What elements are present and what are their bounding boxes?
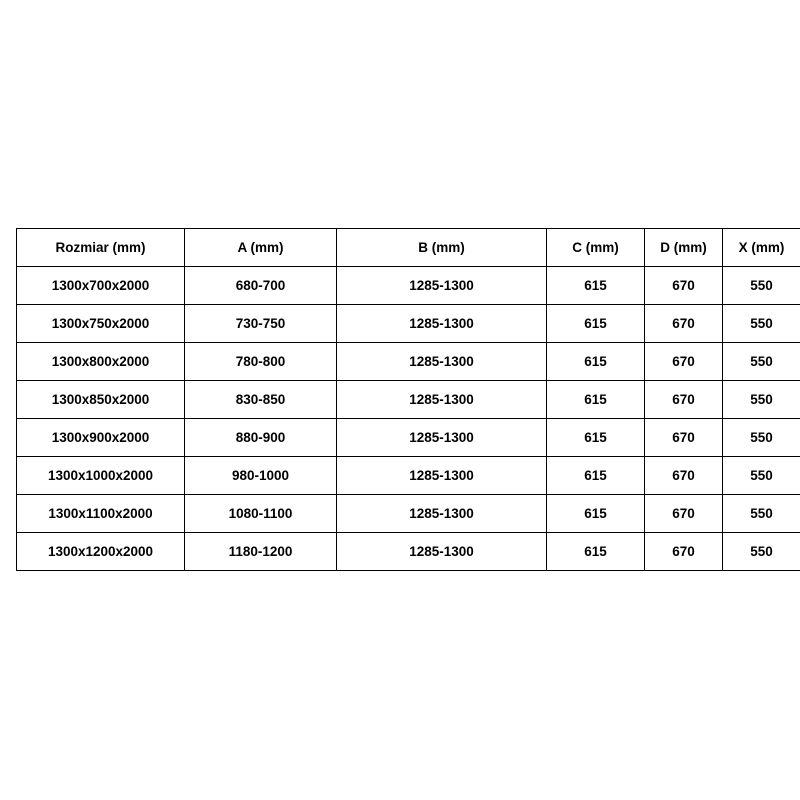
table-header-row	[17, 229, 800, 267]
cell-size: 1300x900x2000	[17, 419, 185, 457]
spec-table-container	[16, 228, 784, 571]
cell-a: 980-1000	[185, 457, 337, 495]
cell-x: 550	[723, 343, 800, 381]
cell-d: 670	[645, 533, 723, 571]
column-header-c: C (mm)	[547, 229, 645, 267]
cell-c: 615	[547, 267, 645, 305]
cell-size: 1300x700x2000	[17, 267, 185, 305]
cell-b: 1285-1300	[337, 267, 547, 305]
cell-c: 615	[547, 533, 645, 571]
cell-a: 680-700	[185, 267, 337, 305]
column-header-a: A (mm)	[185, 229, 337, 267]
cell-b: 1285-1300	[337, 533, 547, 571]
cell-b: 1285-1300	[337, 457, 547, 495]
cell-a: 880-900	[185, 419, 337, 457]
cell-c: 615	[547, 419, 645, 457]
cell-a: 780-800	[185, 343, 337, 381]
table-row	[17, 495, 800, 533]
cell-x: 550	[723, 381, 800, 419]
cell-c: 615	[547, 495, 645, 533]
cell-c: 615	[547, 343, 645, 381]
cell-a: 730-750	[185, 305, 337, 343]
table-row	[17, 343, 800, 381]
column-header-x: X (mm)	[723, 229, 800, 267]
cell-x: 550	[723, 533, 800, 571]
cell-d: 670	[645, 381, 723, 419]
table-body	[17, 267, 800, 571]
cell-b: 1285-1300	[337, 495, 547, 533]
cell-d: 670	[645, 495, 723, 533]
column-header-b: B (mm)	[337, 229, 547, 267]
cell-d: 670	[645, 267, 723, 305]
table-header	[17, 229, 800, 267]
cell-b: 1285-1300	[337, 305, 547, 343]
cell-x: 550	[723, 419, 800, 457]
cell-c: 615	[547, 381, 645, 419]
cell-size: 1300x800x2000	[17, 343, 185, 381]
cell-x: 550	[723, 267, 800, 305]
cell-c: 615	[547, 457, 645, 495]
cell-b: 1285-1300	[337, 343, 547, 381]
table-row	[17, 419, 800, 457]
table-row	[17, 267, 800, 305]
cell-size: 1300x1200x2000	[17, 533, 185, 571]
cell-x: 550	[723, 305, 800, 343]
cell-a: 830-850	[185, 381, 337, 419]
cell-d: 670	[645, 419, 723, 457]
cell-size: 1300x1100x2000	[17, 495, 185, 533]
table-row	[17, 533, 800, 571]
cell-d: 670	[645, 457, 723, 495]
cell-a: 1080-1100	[185, 495, 337, 533]
cell-b: 1285-1300	[337, 381, 547, 419]
cell-d: 670	[645, 343, 723, 381]
column-header-size: Rozmiar (mm)	[17, 229, 185, 267]
dimensions-table	[16, 228, 800, 571]
table-row	[17, 381, 800, 419]
cell-size: 1300x850x2000	[17, 381, 185, 419]
cell-c: 615	[547, 305, 645, 343]
cell-x: 550	[723, 457, 800, 495]
cell-size: 1300x750x2000	[17, 305, 185, 343]
cell-size: 1300x1000x2000	[17, 457, 185, 495]
column-header-d: D (mm)	[645, 229, 723, 267]
cell-b: 1285-1300	[337, 419, 547, 457]
table-row	[17, 305, 800, 343]
cell-d: 670	[645, 305, 723, 343]
cell-x: 550	[723, 495, 800, 533]
cell-a: 1180-1200	[185, 533, 337, 571]
table-row	[17, 457, 800, 495]
